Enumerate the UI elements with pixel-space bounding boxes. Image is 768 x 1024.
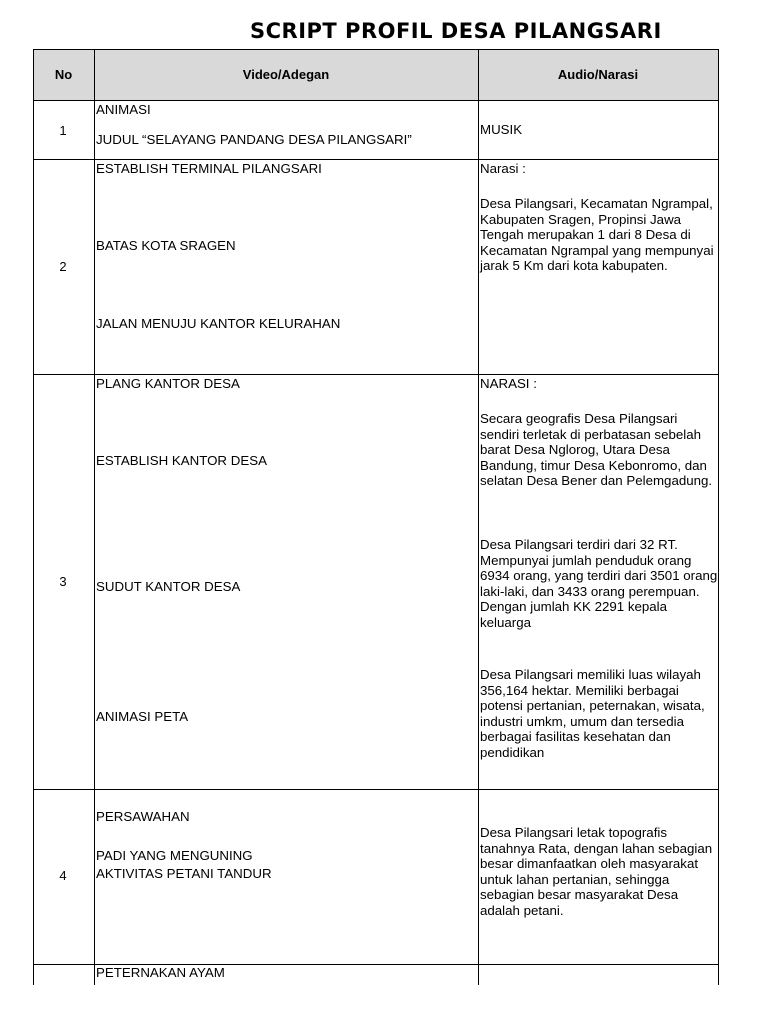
- row-divider-3: [33, 789, 719, 790]
- row-divider-2: [33, 374, 719, 375]
- row-2-video-2: BATAS KOTA SRAGEN: [96, 238, 236, 253]
- row-2-video-3: JALAN MENUJU KANTOR KELURAHAN: [96, 316, 341, 331]
- page-title: SCRIPT PROFIL DESA PILANGSARI: [250, 19, 662, 43]
- row-divider-1: [33, 159, 719, 160]
- row-3-audio-2: Secara geografis Desa Pilangsari sendiri terletak di perbatasan sebelah barat Desa Nglorog, Utara Desa Bandung, timur Desa Kebonromo, dan selatan Desa Bener dan Pelemgadung.: [480, 411, 713, 488]
- row-5-video-1: PETERNAKAN AYAM: [96, 965, 225, 980]
- row-4-audio-1: Desa Pilangsari letak topografis tanahnya Rata, dengan lahan sebagian besar dimanfaatkan oleh masyarakat untuk lahan pertanian, sehingga sebagian besar masyarakat Desa adalah petani.: [480, 825, 713, 918]
- row-3-video-2: ESTABLISH KANTOR DESA: [96, 453, 267, 468]
- table-border-right: [718, 49, 719, 985]
- row-3-video-1: PLANG KANTOR DESA: [96, 376, 240, 391]
- column-divider-no: [94, 49, 95, 985]
- row-3-video-3: SUDUT KANTOR DESA: [96, 579, 241, 594]
- row-4-video-3: AKTIVITAS PETANI TANDUR: [96, 866, 272, 881]
- row-1-audio-1: MUSIK: [480, 122, 523, 137]
- row-3-audio-1: NARASI :: [480, 376, 537, 391]
- row-4-video-2: PADI YANG MENGUNING: [96, 848, 253, 863]
- row-4-number: 4: [59, 868, 67, 883]
- table-border-left: [33, 49, 34, 985]
- header-no: No: [54, 67, 73, 82]
- row-3-audio-4: Desa Pilangsari memiliki luas wilayah 356,164 hektar. Memiliki berbagai potensi pertanian, peternakan, wisata, industri umkm, umum dan tersedia berbagai fasilitas kesehatan dan pendidikan: [480, 667, 705, 760]
- row-2-video-1: ESTABLISH TERMINAL PILANGSARI: [96, 161, 322, 176]
- row-3-video-4: ANIMASI PETA: [96, 709, 189, 724]
- row-2-audio-1: Narasi :: [480, 161, 526, 176]
- row-1-number: 1: [59, 123, 67, 138]
- header-audio: Audio/Narasi: [557, 67, 639, 82]
- header-video: Video/Adegan: [242, 67, 330, 82]
- row-4-video-1: PERSAWAHAN: [96, 809, 190, 824]
- row-1-video-1: ANIMASI: [96, 102, 151, 117]
- header-divider: [33, 100, 719, 101]
- row-3-number: 3: [59, 574, 67, 589]
- column-divider-video: [478, 49, 479, 985]
- row-3-audio-3: Desa Pilangsari terdiri dari 32 RT. Mempunyai jumlah penduduk orang 6934 orang, yang terdiri dari 3501 orang laki-laki, dan 3433 orang perempuan. Dengan jumlah KK 2291 kepala keluarga: [480, 537, 718, 630]
- table-border-top: [33, 49, 719, 50]
- row-2-number: 2: [59, 259, 67, 274]
- row-2-audio-2: Desa Pilangsari, Kecamatan Ngrampal, Kabupaten Sragen, Propinsi Jawa Tengah merupakan 1 dari 8 Desa di Kecamatan Ngrampal yang mempunyai jarak 5 Km dari kota kabupaten.: [480, 196, 714, 273]
- row-1-video-2: JUDUL “SELAYANG PANDANG DESA PILANGSARI”: [96, 132, 412, 147]
